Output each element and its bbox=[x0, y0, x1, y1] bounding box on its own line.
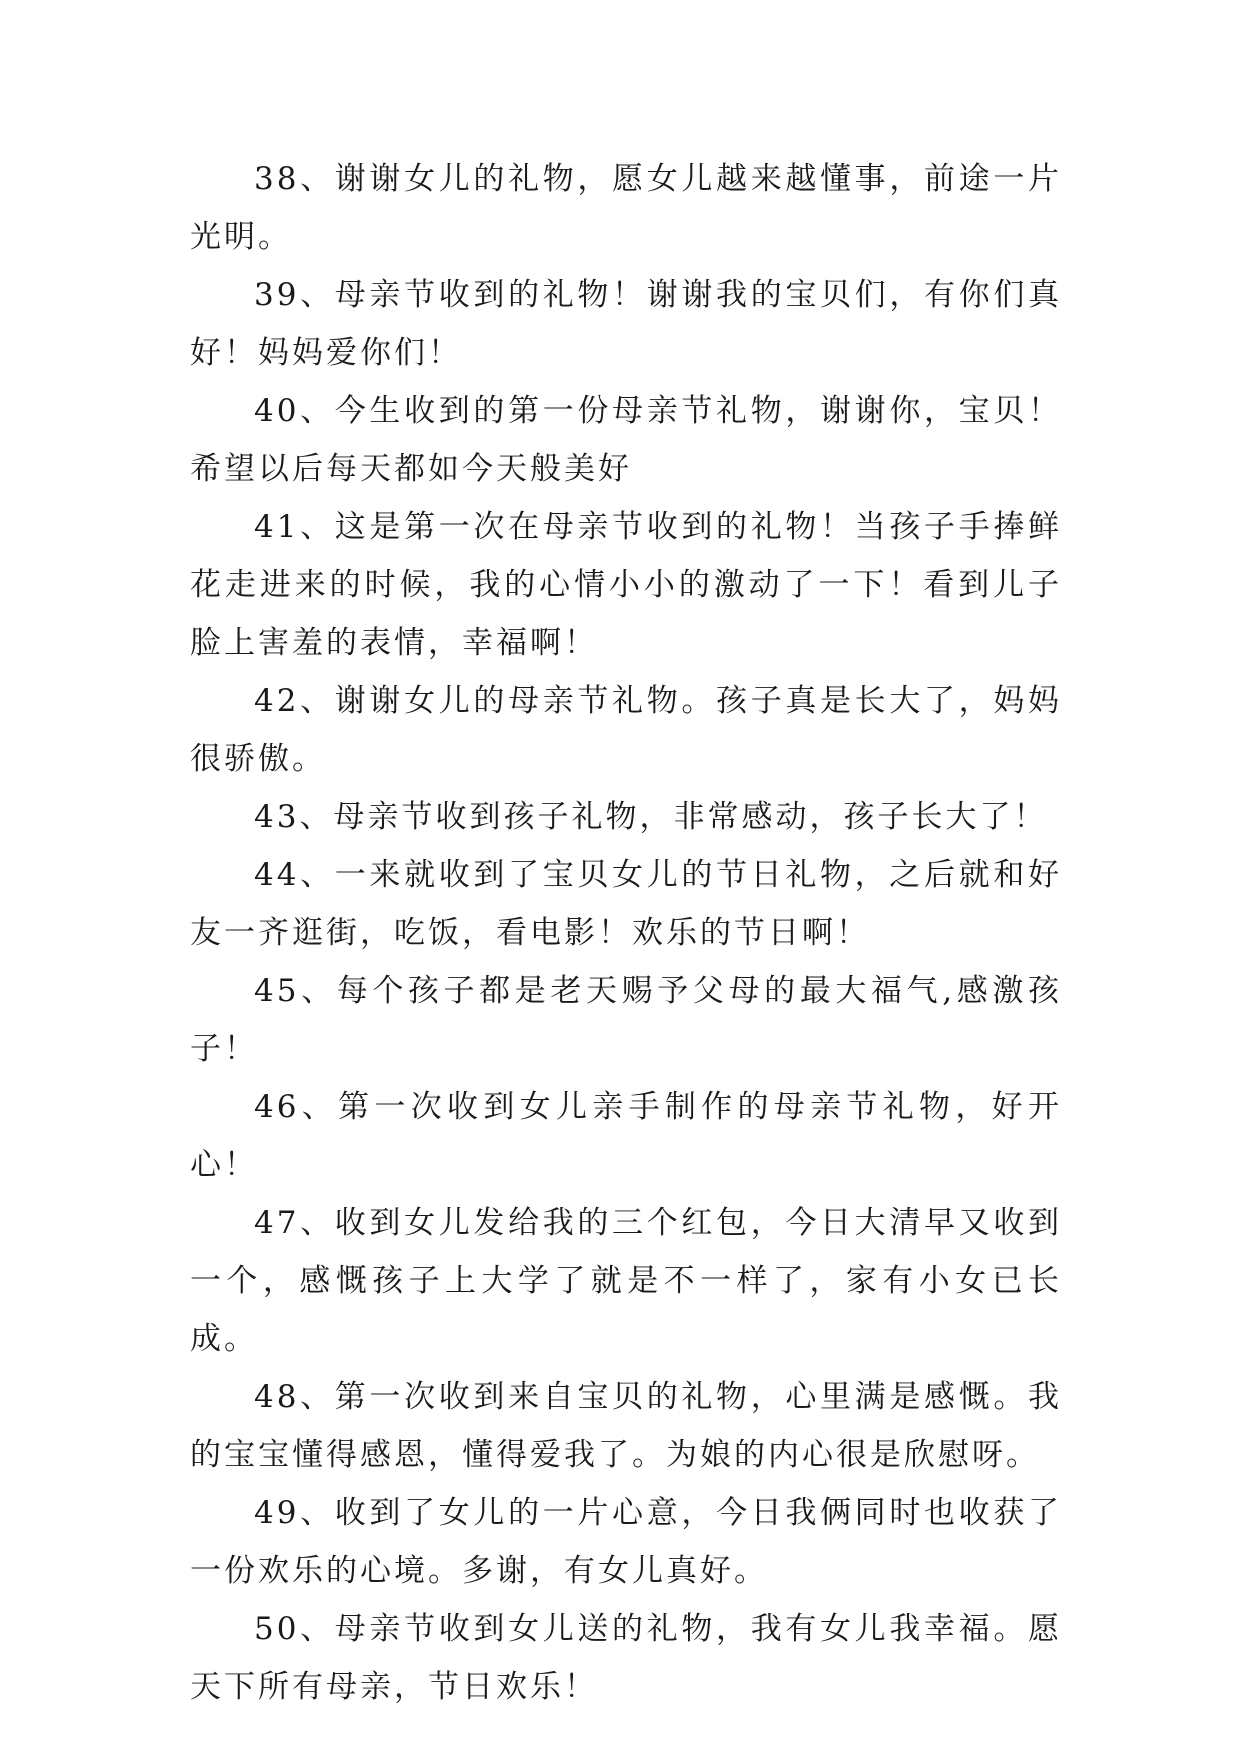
paragraph-47: 47、收到女儿发给我的三个红包，今日大清早又收到一个，感慨孩子上大学了就是不一样了，家有小女已长成。 bbox=[190, 1205, 1062, 1357]
paragraph-42: 42、谢谢女儿的母亲节礼物。孩子真是长大了，妈妈很骄傲。 bbox=[190, 683, 1062, 777]
paragraph-38: 38、谢谢女儿的礼物，愿女儿越来越懂事，前途一片光明。 bbox=[190, 161, 1062, 255]
document-body bbox=[190, 150, 1062, 1716]
paragraph-46: 46、第一次收到女儿亲手制作的母亲节礼物，好开心！ bbox=[190, 1089, 1062, 1183]
paragraph-48: 48、第一次收到来自宝贝的礼物，心里满是感慨。我的宝宝懂得感恩，懂得爱我了。为娘的内心很是欣慰呀。 bbox=[190, 1379, 1062, 1473]
paragraph-44: 44、一来就收到了宝贝女儿的节日礼物，之后就和好友一齐逛街，吃饭，看电影！欢乐的节日啊！ bbox=[190, 857, 1062, 951]
paragraph-43: 43、母亲节收到孩子礼物，非常感动，孩子长大了！ bbox=[254, 799, 1048, 835]
paragraph-41: 41、这是第一次在母亲节收到的礼物！当孩子手捧鲜花走进来的时候，我的心情小小的激动了一下！看到儿子脸上害羞的表情，幸福啊！ bbox=[190, 509, 1062, 661]
paragraph-40: 40、今生收到的第一份母亲节礼物，谢谢你，宝贝！希望以后每天都如今天般美好 bbox=[190, 393, 1062, 487]
paragraph-39: 39、母亲节收到的礼物！谢谢我的宝贝们，有你们真好！妈妈爱你们！ bbox=[190, 277, 1062, 371]
paragraph-45: 45、每个孩子都是老天赐予父母的最大福气,感激孩子！ bbox=[190, 973, 1062, 1067]
paragraph-50: 50、母亲节收到女儿送的礼物，我有女儿我幸福。愿天下所有母亲，节日欢乐！ bbox=[190, 1611, 1062, 1705]
paragraph-49: 49、收到了女儿的一片心意，今日我俩同时也收获了一份欢乐的心境。多谢，有女儿真好。 bbox=[190, 1495, 1062, 1589]
